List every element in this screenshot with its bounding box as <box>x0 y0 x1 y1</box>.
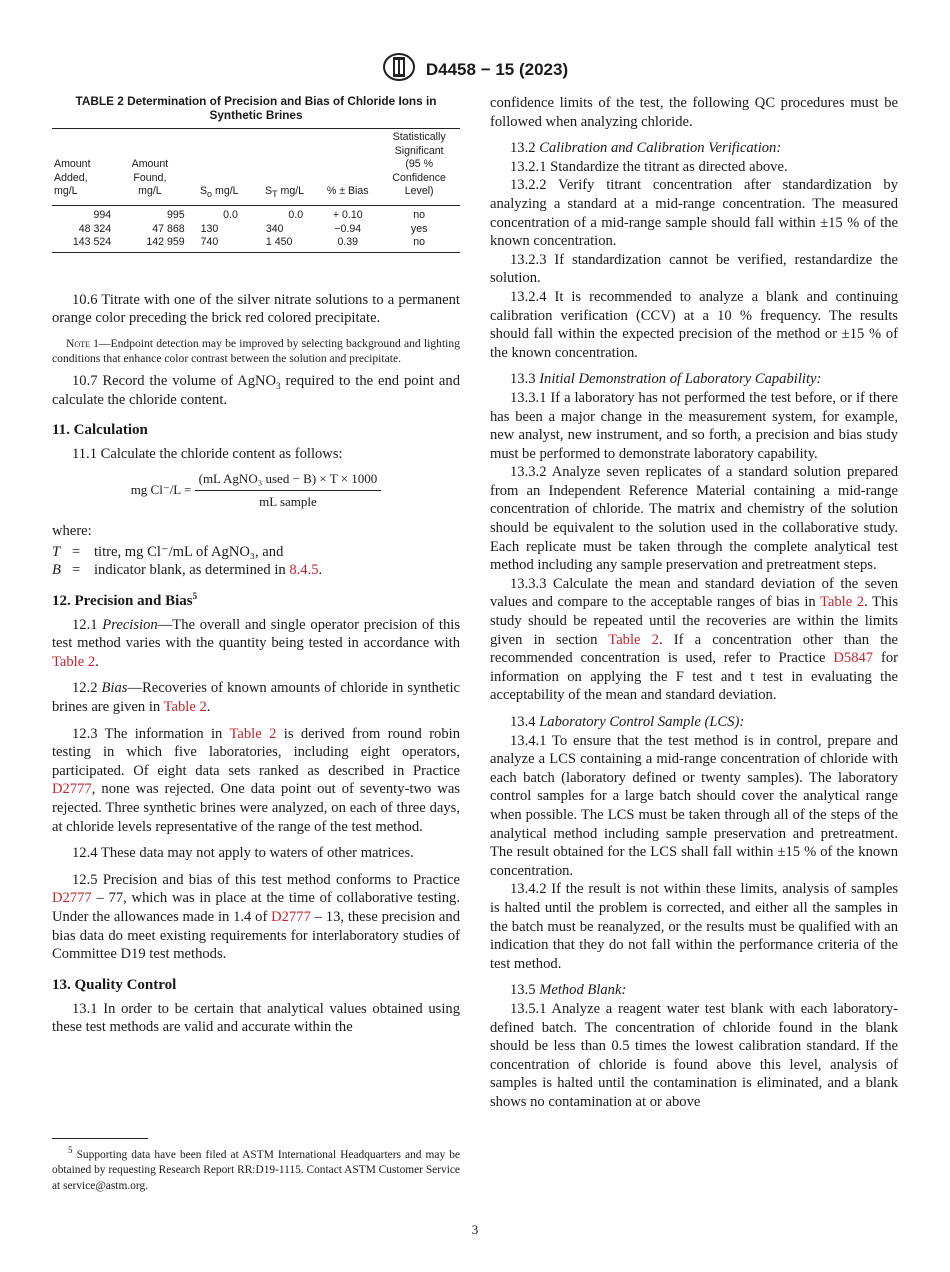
para-num: 12.1 <box>72 616 103 633</box>
para-11-1: 11.1 Calculate the chloride content as follows: <box>72 446 343 463</box>
para-term: Precision <box>102 616 158 633</box>
table-row <box>52 223 460 237</box>
para-text: —The overall and single operator precision of this test method varies with the quantity being tested in accordance with <box>52 616 460 652</box>
para-13-1: 13.1 In order to be certain that analytical values obtained using these test methods are valid and accurate within the <box>52 1000 460 1036</box>
col-header-st: $S_T$ mg/L <box>252 129 317 206</box>
para-10-7-a: 10.7 Record the volume of AgNO <box>72 372 277 389</box>
para-text: is derived from round robin testing in which five laboratories, including eight operators, participated. Of eight data sets ranked as described in Practice <box>52 725 460 779</box>
para-13-3 <box>490 370 898 389</box>
para-num: 13.4 <box>510 714 540 730</box>
para-12-3 <box>52 725 460 837</box>
para-13-2-2: 13.2.2 Verify titrant concentration after standardization by analyzing a standard at a mid-range concentration. The measured concentration of a mid-range sample should fall within ±15 % of the known concentration. <box>490 177 898 250</box>
col-header-amount-found: Amount Found, mg/L <box>113 129 186 206</box>
para-text: . If a concentration other than the recommended concentration is used, refer to Practice <box>490 631 898 667</box>
para-13-4 <box>490 713 898 732</box>
cell-so: 130 <box>200 222 219 235</box>
precision-bias-table <box>52 128 460 253</box>
col-header-bias: % ± Bias <box>317 129 378 206</box>
link-table-2[interactable]: Table 2 <box>163 699 207 716</box>
col-header-significant: Statistically Significant (95 % Confidence Level) <box>378 129 460 206</box>
cell-added: 143 524 <box>52 236 113 252</box>
para-12-1: 12.1 Precision—The overall and single operator precision of this test method varies with the quantity being tested in accordance with Table 2. <box>52 616 460 670</box>
col-header-so: $S_o$ mg/L <box>187 129 252 206</box>
para-text: 12.3 The information in <box>72 725 223 742</box>
para-13-4-2: 13.4.2 If the result is not within these limits, analysis of samples is halted until the problem is corrected, and either all the samples in the batch must be reanalyzed, or the results must be qualified with an indication that they do not fall within the performance criteria of the test method. <box>490 881 898 972</box>
section-13-heading: 13. Quality Control <box>52 976 177 993</box>
para-10-7-b: required to the end point and calculate the chloride content. <box>52 372 460 408</box>
para-text: 12.5 Precision and bias of this test method conforms to Practice <box>72 871 460 888</box>
footnote-ref: 5 <box>192 590 198 601</box>
link-table-2[interactable]: Table 2 <box>608 631 659 648</box>
document-id: D4458 − 15 (2023) <box>425 59 569 79</box>
para-num: 13.2 <box>510 140 540 157</box>
para-10-7: 10.7 Record the volume of AgNO$_3$ required to the end point and calculate the chloride content. <box>52 372 460 408</box>
page-header <box>0 52 950 87</box>
def-symbol: B <box>52 562 61 579</box>
formula-lhs: mg Cl⁻/L = <box>130 481 192 497</box>
footnote-divider <box>52 1138 148 1139</box>
para-text: . This study should be repeated until the recoveries are within the limits given in section <box>490 594 899 648</box>
para-num: 12.2 <box>72 680 102 697</box>
def-text: indicator blank, as determined in <box>94 562 286 579</box>
def-b: B = indicator blank, as determined in 8.4.5. <box>52 562 323 579</box>
para-13-5-1: 13.5.1 Analyze a reagent water test blank with each laboratory-defined batch. The concentration of chloride found in the blank should be less than 0.5 times the lowest calibration standard. If the concentration of chloride is found above this level, analysis of samples is halted until the contamination is eliminated, and a blank shows no contamination at or above <box>490 1000 898 1110</box>
para-text: —Recoveries of known amounts of chloride in synthetic brines are given in <box>52 680 461 716</box>
para-13-2-3: 13.2.3 If standardization cannot be verified, restandardize the solution. <box>490 251 898 287</box>
para-13-2-4: 13.2.4 It is recommended to analyze a blank and continuing calibration verification (CCV) at a 10 % frequency. The results should fall within the expected precision of the method or ±15 % of the known concentration. <box>490 288 898 361</box>
footnote-mark: 5 <box>68 1145 73 1156</box>
link-table-2[interactable]: Table 2 <box>229 725 277 742</box>
para-text: – 13, these precision and bias data do meet existing requirements for interlaboratory studies of Committee D19 test methods. <box>52 909 460 963</box>
cell-bias: 0.39 <box>317 236 378 252</box>
para-text: 13.3.3 Calculate the mean and standard deviation of the seven values and compare to the acceptable ranges of bias in <box>490 575 898 611</box>
cell-so: 740 <box>187 236 252 252</box>
link-table-2[interactable]: Table 2 <box>820 594 865 611</box>
para-12-2: 12.2 Bias—Recoveries of known amounts of chloride in synthetic brines are given in Table 2. <box>52 680 461 716</box>
para-13-5 <box>490 981 898 1000</box>
para-text: , none was rejected. One data point out of seventy-two was rejected. Three synthetic brines were analyzed, on each of three days, at chloride levels representative of the range of the test method. <box>52 781 460 835</box>
section-11-heading: 11. Calculation <box>52 422 148 439</box>
variable-definitions <box>52 543 460 580</box>
link-d2777[interactable]: D2777 <box>52 890 92 907</box>
where-label: where: <box>52 522 92 539</box>
para-13-1-cont: confidence limits of the test, the following QC procedures must be followed when analyzing chloride. <box>490 95 898 130</box>
para-num: 13.5 <box>510 982 540 999</box>
footnote-text: Supporting data have been filed at ASTM International Headquarters and may be obtained by requesting Research Report RR:D19-1115. Contact ASTM Customer Service at service@astm.org. <box>52 1149 460 1192</box>
para-term: Bias <box>101 680 128 697</box>
cell-bias: + 0.10 <box>332 208 363 221</box>
para-12-5 <box>52 871 460 964</box>
table-header-row <box>52 129 460 206</box>
subsection-title: Laboratory Control Sample (LCS): <box>539 714 745 730</box>
left-column <box>52 94 460 1037</box>
note-1 <box>52 336 460 366</box>
col-header-amount-added: Amount Added, mg/L <box>52 129 113 206</box>
cell-so: 0.0 <box>223 208 238 221</box>
table-row <box>52 205 460 222</box>
link-d2777[interactable]: D2777 <box>271 909 311 925</box>
para-text: – 77, which was in place at the time of collaborative testing. Under the allowances made in 1.4 of <box>52 890 460 925</box>
cell-bias: −0.94 <box>334 222 362 235</box>
cell-significant: yes <box>410 222 428 235</box>
chloride-formula <box>52 470 460 512</box>
right-column <box>490 94 898 1111</box>
link-table-2[interactable]: Table 2 <box>52 653 96 670</box>
table-2-title: TABLE 2 Determination of Precision and Bias of Chloride Ions in Synthetic Brines <box>75 94 437 122</box>
para-13-3-2: 13.3.2 Analyze seven replicates of a standard solution prepared from an Independent Reference Material containing a mid-range concentration of chloride. The matrix and chemistry of the solution should be equivalent to the solution used in the collaborative study. Each replicate must be taken through the complete analytical test method including any sample preservation and pretreatment steps. <box>490 464 898 574</box>
def-text: titre, mg Cl⁻/mL of AgNO₃, and <box>94 543 284 560</box>
cell-found: 142 959 <box>113 236 186 252</box>
formula-denominator: mL sample <box>259 494 317 510</box>
cell-found: 47 868 <box>152 222 185 235</box>
link-d2777[interactable]: D2777 <box>52 781 92 798</box>
cell-st: 0.0 <box>288 208 304 221</box>
para-13-2 <box>490 139 898 158</box>
astm-logo-icon <box>382 52 416 87</box>
page-number: 3 <box>471 1222 479 1237</box>
section-12-heading <box>52 592 460 610</box>
table-row <box>52 236 460 252</box>
link-d5847[interactable]: D5847 <box>833 650 874 667</box>
cell-found: 995 <box>166 208 185 221</box>
para-13-3-1: 13.3.1 If a laboratory has not performed the test before, or if there has been a major change in the measurement system, for example, new analyst, new instrument, and so forth, a precision and bias study must be performed to demonstrate laboratory capability. <box>490 389 898 462</box>
para-12-4: 12.4 These data may not apply to waters of other matrices. <box>72 845 414 862</box>
para-num: 13.3 <box>510 371 540 388</box>
cell-st: 1 450 <box>252 236 317 252</box>
footnote-5 <box>52 1145 460 1194</box>
cell-st: 340 <box>265 222 284 235</box>
formula-fraction <box>195 470 382 512</box>
cell-significant: no <box>378 236 460 252</box>
subsection-title: Initial Demonstration of Laboratory Capability: <box>539 371 822 388</box>
para-10-6: 10.6 Titrate with one of the silver nitrate solutions to a permanent orange color preceding the brick red colored precipitate. <box>52 291 460 327</box>
cell-added: 48 324 <box>78 222 112 235</box>
link-8-4-5[interactable]: 8.4.5 <box>289 562 319 579</box>
note-text: —Endpoint detection may be improved by selecting background and lighting conditions that enhance color contrast between the solution and precipitate. <box>52 336 460 365</box>
def-t: T = titre, mg Cl⁻/mL of AgNO₃, and <box>52 543 284 560</box>
para-text: for information on applying the F test and t test in evaluating the acceptability of the mean and standard deviation. <box>490 650 899 704</box>
def-symbol: T <box>52 543 61 560</box>
section-12-title: 12. Precision and Bias <box>52 592 193 609</box>
formula-numerator: (mL AgNO₃ used − B) × T × 1000 <box>195 470 382 492</box>
para-13-2-1: 13.2.1 Standardize the titrant as directed above. <box>510 158 788 175</box>
para-13-3-3 <box>490 575 898 705</box>
note-label: Note 1 <box>66 336 99 350</box>
subsection-title: Calibration and Calibration Verification: <box>539 140 782 157</box>
subsection-title: Method Blank: <box>539 982 627 999</box>
cell-significant: no <box>413 208 426 221</box>
cell-added: 994 <box>93 208 112 221</box>
para-13-4-1: 13.4.1 To ensure that the test method is in control, prepare and analyze a LCS containing a mid-range concentration of chloride with each batch (laboratory defined or twenty samples). The laboratory control samples for a large batch should cover the analytical range when possible. The LCS must be taken through all of the steps of the analytical method including sample preservation and pretreatment. The result obtained for the LCS shall fall within ±15 % of the known concentration. <box>490 732 898 879</box>
